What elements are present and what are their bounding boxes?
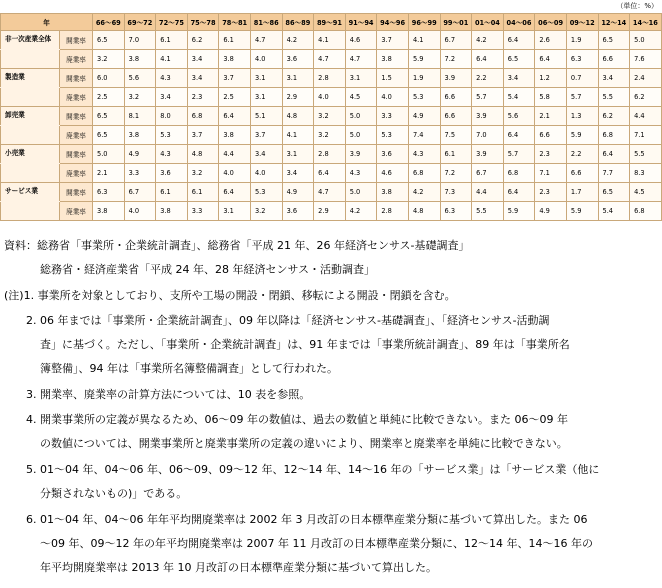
close-rate-label: 廃業率 bbox=[60, 164, 93, 183]
table-cell: 4.3 bbox=[345, 164, 377, 183]
table-cell: 3.2 bbox=[314, 126, 346, 145]
table-cell: 6.3 bbox=[440, 202, 472, 221]
table-cell: 5.0 bbox=[630, 31, 662, 50]
table-cell: 2.4 bbox=[630, 69, 662, 88]
table-cell: 5.0 bbox=[345, 107, 377, 126]
table-cell: 7.1 bbox=[630, 126, 662, 145]
table-cell: 7.1 bbox=[535, 164, 567, 183]
table-cell: 6.6 bbox=[440, 88, 472, 107]
table-cell: 6.6 bbox=[535, 126, 567, 145]
table-cell: 3.4 bbox=[503, 69, 535, 88]
table-cell: 6.2 bbox=[187, 31, 219, 50]
table-cell: 4.4 bbox=[630, 107, 662, 126]
table-cell: 4.2 bbox=[472, 31, 504, 50]
table-cell: 5.4 bbox=[503, 88, 535, 107]
table-cell: 4.8 bbox=[187, 145, 219, 164]
year-column-header: 69～72 bbox=[124, 14, 156, 31]
note-6-line-3: 年平均開廃業率は 2013 年 10 月改訂の日本標準産業分類に基づいて算出した。 bbox=[40, 561, 437, 574]
note-3: 3. 開業率、廃業率の計算方法については、10 表を参照。 bbox=[26, 388, 311, 401]
industry-label: 非一次産業全体 bbox=[1, 31, 60, 50]
table-cell: 4.5 bbox=[345, 88, 377, 107]
open-rate-label: 開業率 bbox=[60, 145, 93, 164]
open-rate-label: 開業率 bbox=[60, 107, 93, 126]
table-cell: 4.7 bbox=[250, 31, 282, 50]
year-column-header: 72～75 bbox=[156, 14, 188, 31]
table-cell: 3.7 bbox=[187, 126, 219, 145]
table-cell: 6.5 bbox=[93, 31, 125, 50]
table-cell: 3.4 bbox=[187, 69, 219, 88]
table-cell: 1.9 bbox=[408, 69, 440, 88]
note-4-line-1: 4. 開業事業所の定義が異なるため、06～09 年の数値は、過去の数値と単純に比較できない。また 06～09 年 bbox=[26, 413, 569, 426]
table-cell: 6.6 bbox=[566, 164, 598, 183]
table-cell: 4.5 bbox=[630, 183, 662, 202]
note-4-line-2: の数値については、開業事業所と廃業事業所の定義の違いにより、開業率と廃業率を単純に比較できない。 bbox=[40, 437, 568, 450]
table-cell: 5.0 bbox=[345, 126, 377, 145]
table-body bbox=[1, 31, 662, 221]
table-cell: 6.4 bbox=[503, 183, 535, 202]
year-column-header: 09～12 bbox=[566, 14, 598, 31]
table-cell: 1.7 bbox=[566, 183, 598, 202]
table-cell: 3.7 bbox=[219, 69, 251, 88]
table-cell: 4.9 bbox=[282, 183, 314, 202]
table-cell: 6.3 bbox=[566, 50, 598, 69]
close-rate-label: 廃業率 bbox=[60, 126, 93, 145]
table-cell: 5.9 bbox=[566, 126, 598, 145]
table-cell: 4.9 bbox=[408, 107, 440, 126]
table-cell: 3.6 bbox=[282, 50, 314, 69]
close-rate-label: 廃業率 bbox=[60, 88, 93, 107]
table-cell: 4.6 bbox=[345, 31, 377, 50]
table-cell: 4.8 bbox=[408, 202, 440, 221]
table-cell: 4.0 bbox=[250, 164, 282, 183]
table-cell: 2.1 bbox=[93, 164, 125, 183]
table-cell: 6.7 bbox=[124, 183, 156, 202]
year-column-header: 94～96 bbox=[377, 14, 409, 31]
table-cell: 5.1 bbox=[250, 107, 282, 126]
table-cell: 8.1 bbox=[124, 107, 156, 126]
table-row bbox=[1, 31, 662, 50]
table-cell: 5.9 bbox=[566, 202, 598, 221]
table-cell: 5.8 bbox=[535, 88, 567, 107]
note-6-line-1: 6. 01～04 年、04～06 年年平均開廃業率は 2002 年 3 月改訂の日本標準産業分類に基づいて算出した。また 06 bbox=[26, 513, 588, 526]
table-cell: 6.5 bbox=[503, 50, 535, 69]
table-cell: 6.5 bbox=[93, 107, 125, 126]
table-cell: 6.4 bbox=[535, 50, 567, 69]
table-cell: 4.0 bbox=[250, 50, 282, 69]
table-cell: 4.0 bbox=[314, 88, 346, 107]
table-cell: 3.8 bbox=[219, 126, 251, 145]
table-cell: 4.3 bbox=[156, 69, 188, 88]
table-cell: 3.9 bbox=[472, 145, 504, 164]
table-row bbox=[1, 183, 662, 202]
table-cell: 6.1 bbox=[187, 183, 219, 202]
table-cell: 5.0 bbox=[93, 145, 125, 164]
table-cell: 5.7 bbox=[566, 88, 598, 107]
table-cell: 6.6 bbox=[598, 50, 630, 69]
year-column-header: 89～91 bbox=[314, 14, 346, 31]
table-cell: 5.3 bbox=[250, 183, 282, 202]
industry-label: 小売業 bbox=[1, 145, 60, 164]
open-rate-label: 開業率 bbox=[60, 31, 93, 50]
table-cell: 6.5 bbox=[598, 183, 630, 202]
table-cell: 6.5 bbox=[598, 31, 630, 50]
table-cell: 5.5 bbox=[472, 202, 504, 221]
table-cell: 6.3 bbox=[93, 183, 125, 202]
year-column-header: 14～16 bbox=[630, 14, 662, 31]
table-cell: 5.7 bbox=[472, 88, 504, 107]
table-cell: 3.9 bbox=[472, 107, 504, 126]
table-cell: 7.6 bbox=[630, 50, 662, 69]
table-cell: 4.1 bbox=[282, 126, 314, 145]
table-cell: 3.8 bbox=[124, 50, 156, 69]
table-cell: 4.4 bbox=[472, 183, 504, 202]
note-2-line-3: 簿整備」、94 年は「事業所名簿整備調査」として行われた。 bbox=[40, 362, 338, 375]
table-row bbox=[1, 126, 662, 145]
table-cell: 4.3 bbox=[408, 145, 440, 164]
table-cell: 5.0 bbox=[345, 183, 377, 202]
year-column-header: 81～86 bbox=[250, 14, 282, 31]
table-cell: 3.1 bbox=[282, 145, 314, 164]
table-cell: 6.4 bbox=[503, 126, 535, 145]
table-cell: 2.8 bbox=[314, 69, 346, 88]
table-cell: 4.0 bbox=[219, 164, 251, 183]
table-row bbox=[1, 164, 662, 183]
table-row bbox=[1, 88, 662, 107]
table-cell: 4.1 bbox=[156, 50, 188, 69]
table-cell: 6.0 bbox=[93, 69, 125, 88]
table-cell: 4.2 bbox=[345, 202, 377, 221]
industry-label: 製造業 bbox=[1, 69, 60, 88]
year-column-header: 99～01 bbox=[440, 14, 472, 31]
table-cell: 6.1 bbox=[219, 31, 251, 50]
table-cell: 8.3 bbox=[630, 164, 662, 183]
table-cell: 3.7 bbox=[250, 126, 282, 145]
table-cell: 6.4 bbox=[598, 145, 630, 164]
year-column-header: 96～99 bbox=[408, 14, 440, 31]
note-2-line-2: 査」に基づく。ただし、「事業所・企業統計調査」は、91 年までは「事業所統計調査」、89 年は「事業所名 bbox=[40, 338, 570, 351]
year-column-header: 91～94 bbox=[345, 14, 377, 31]
table-cell: 3.2 bbox=[93, 50, 125, 69]
table-row bbox=[1, 145, 662, 164]
table-cell: 2.5 bbox=[93, 88, 125, 107]
table-cell: 5.6 bbox=[124, 69, 156, 88]
table-cell: 6.8 bbox=[408, 164, 440, 183]
table-row bbox=[1, 202, 662, 221]
table-cell: 3.3 bbox=[124, 164, 156, 183]
open-close-rate-table bbox=[0, 13, 662, 221]
table-cell: 6.7 bbox=[440, 31, 472, 50]
open-rate-label: 開業率 bbox=[60, 69, 93, 88]
table-cell: 5.6 bbox=[503, 107, 535, 126]
table-cell: 3.8 bbox=[219, 50, 251, 69]
table-cell: 3.8 bbox=[156, 202, 188, 221]
year-column-header: 75～78 bbox=[187, 14, 219, 31]
table-cell: 2.1 bbox=[535, 107, 567, 126]
table-cell: 3.4 bbox=[250, 145, 282, 164]
table-cell: 6.4 bbox=[503, 31, 535, 50]
table-cell: 2.2 bbox=[472, 69, 504, 88]
table-cell: 7.5 bbox=[440, 126, 472, 145]
table-cell: 4.0 bbox=[124, 202, 156, 221]
table-cell: 6.6 bbox=[440, 107, 472, 126]
table-cell: 6.1 bbox=[440, 145, 472, 164]
table-cell: 4.2 bbox=[408, 183, 440, 202]
year-column-header: 86～89 bbox=[282, 14, 314, 31]
table-cell: 3.4 bbox=[282, 164, 314, 183]
note-1: (注)1. 事業所を対象としており、支所や工場の開設・閉鎖、移転による開設・閉鎖を含む。 bbox=[4, 289, 456, 302]
table-cell: 4.6 bbox=[377, 164, 409, 183]
industry-label-spacer bbox=[1, 50, 60, 69]
industry-label: サービス業 bbox=[1, 183, 60, 202]
table-cell: 3.3 bbox=[187, 202, 219, 221]
table-cell: 7.7 bbox=[598, 164, 630, 183]
table-cell: 1.9 bbox=[566, 31, 598, 50]
source-line-2: 総務省・経済産業省「平成 24 年、28 年経済センサス・活動調査」 bbox=[40, 263, 376, 276]
table-header-row bbox=[1, 14, 662, 31]
table-cell: 6.8 bbox=[503, 164, 535, 183]
table-cell: 3.2 bbox=[250, 202, 282, 221]
table-cell: 7.0 bbox=[124, 31, 156, 50]
note-5-line-1: 5. 01～04 年、04～06 年、06～09、09～12 年、12～14 年、14～16 年の「サービス業」は「サービス業（他に bbox=[26, 463, 600, 476]
industry-label: 卸売業 bbox=[1, 107, 60, 126]
table-cell: 2.2 bbox=[566, 145, 598, 164]
table-cell: 6.2 bbox=[598, 107, 630, 126]
table-cell: 4.7 bbox=[314, 183, 346, 202]
table-cell: 2.3 bbox=[535, 183, 567, 202]
table-cell: 4.1 bbox=[314, 31, 346, 50]
table-cell: 5.3 bbox=[156, 126, 188, 145]
table-cell: 4.8 bbox=[282, 107, 314, 126]
table-cell: 4.0 bbox=[377, 88, 409, 107]
table-cell: 6.1 bbox=[156, 183, 188, 202]
table-cell: 3.8 bbox=[377, 50, 409, 69]
table-cell: 3.1 bbox=[219, 202, 251, 221]
source-line-1: 資料：総務省「事業所・企業統計調査」、総務省「平成 21 年、26 年経済センサス-基礎調査」 bbox=[4, 239, 470, 252]
year-column-header: 04～06 bbox=[503, 14, 535, 31]
table-cell: 3.4 bbox=[187, 50, 219, 69]
table-cell: 3.6 bbox=[282, 202, 314, 221]
year-column-header: 66～69 bbox=[93, 14, 125, 31]
table-cell: 3.1 bbox=[282, 69, 314, 88]
table-row bbox=[1, 50, 662, 69]
table-row bbox=[1, 69, 662, 88]
table-cell: 6.4 bbox=[472, 50, 504, 69]
table-cell: 5.3 bbox=[377, 126, 409, 145]
table-cell: 4.9 bbox=[535, 202, 567, 221]
table-cell: 3.6 bbox=[156, 164, 188, 183]
table-cell: 1.5 bbox=[377, 69, 409, 88]
table-cell: 5.7 bbox=[503, 145, 535, 164]
table-cell: 3.3 bbox=[377, 107, 409, 126]
table-cell: 6.4 bbox=[219, 183, 251, 202]
note-6-line-2: ～09 年、09～12 年の年平均開廃業率は 2007 年 11 月改訂の日本標準産業分類に、12～14 年、14～16 年の bbox=[40, 537, 593, 550]
table-cell: 5.5 bbox=[598, 88, 630, 107]
table-cell: 3.2 bbox=[124, 88, 156, 107]
table-cell: 4.9 bbox=[124, 145, 156, 164]
table-cell: 3.1 bbox=[250, 69, 282, 88]
table-cell: 7.2 bbox=[440, 50, 472, 69]
industry-label-spacer bbox=[1, 88, 60, 107]
table-cell: 3.7 bbox=[377, 31, 409, 50]
table-cell: 6.4 bbox=[314, 164, 346, 183]
open-rate-label: 開業率 bbox=[60, 183, 93, 202]
unit-label: （単位：%） bbox=[616, 2, 658, 10]
close-rate-label: 廃業率 bbox=[60, 202, 93, 221]
table-cell: 2.3 bbox=[535, 145, 567, 164]
table-cell: 6.7 bbox=[472, 164, 504, 183]
table-cell: 4.4 bbox=[219, 145, 251, 164]
table-cell: 2.3 bbox=[187, 88, 219, 107]
table-cell: 3.1 bbox=[345, 69, 377, 88]
table-cell: 3.2 bbox=[187, 164, 219, 183]
year-column-header: 12～14 bbox=[598, 14, 630, 31]
table-cell: 1.3 bbox=[566, 107, 598, 126]
table-row bbox=[1, 107, 662, 126]
industry-label-spacer bbox=[1, 126, 60, 145]
table-cell: 4.7 bbox=[314, 50, 346, 69]
table-cell: 4.1 bbox=[408, 31, 440, 50]
note-5-line-2: 分類されないもの)」である。 bbox=[40, 487, 188, 500]
table-cell: 4.7 bbox=[345, 50, 377, 69]
table-cell: 2.9 bbox=[282, 88, 314, 107]
table-cell: 3.4 bbox=[156, 88, 188, 107]
industry-label-spacer bbox=[1, 164, 60, 183]
table-cell: 3.8 bbox=[93, 202, 125, 221]
year-column-header: 06～09 bbox=[535, 14, 567, 31]
table-cell: 6.2 bbox=[630, 88, 662, 107]
year-header: 年 bbox=[1, 14, 93, 31]
table-cell: 7.2 bbox=[440, 164, 472, 183]
table-cell: 6.1 bbox=[156, 31, 188, 50]
table-cell: 3.2 bbox=[314, 107, 346, 126]
table-cell: 2.9 bbox=[314, 202, 346, 221]
table-cell: 3.8 bbox=[377, 183, 409, 202]
year-column-header: 78～81 bbox=[219, 14, 251, 31]
table-cell: 3.1 bbox=[250, 88, 282, 107]
table-cell: 6.5 bbox=[93, 126, 125, 145]
table-cell: 3.4 bbox=[598, 69, 630, 88]
table-cell: 5.9 bbox=[503, 202, 535, 221]
close-rate-label: 廃業率 bbox=[60, 50, 93, 69]
table-cell: 5.3 bbox=[408, 88, 440, 107]
table-cell: 8.0 bbox=[156, 107, 188, 126]
table-cell: 3.6 bbox=[377, 145, 409, 164]
table-cell: 2.8 bbox=[314, 145, 346, 164]
table-cell: 2.8 bbox=[377, 202, 409, 221]
table-cell: 7.0 bbox=[472, 126, 504, 145]
table-cell: 0.7 bbox=[566, 69, 598, 88]
year-column-header: 01～04 bbox=[472, 14, 504, 31]
table-cell: 3.8 bbox=[124, 126, 156, 145]
note-2-line-1: 2. 06 年までは「事業所・企業統計調査」、09 年以降は「経済センサス-基礎調査」、「経済センサス-活動調 bbox=[26, 314, 550, 327]
table-cell: 2.5 bbox=[219, 88, 251, 107]
table-cell: 5.9 bbox=[408, 50, 440, 69]
table-cell: 7.4 bbox=[408, 126, 440, 145]
table-cell: 7.3 bbox=[440, 183, 472, 202]
table-cell: 5.4 bbox=[598, 202, 630, 221]
table-cell: 4.2 bbox=[282, 31, 314, 50]
table-cell: 6.4 bbox=[219, 107, 251, 126]
table-cell: 3.9 bbox=[440, 69, 472, 88]
table-cell: 4.3 bbox=[156, 145, 188, 164]
table-cell: 2.6 bbox=[535, 31, 567, 50]
table-cell: 3.9 bbox=[345, 145, 377, 164]
table-cell: 6.8 bbox=[187, 107, 219, 126]
industry-label-spacer bbox=[1, 202, 60, 221]
table-cell: 6.8 bbox=[630, 202, 662, 221]
table-cell: 5.5 bbox=[630, 145, 662, 164]
table-cell: 6.8 bbox=[598, 126, 630, 145]
table-cell: 1.2 bbox=[535, 69, 567, 88]
